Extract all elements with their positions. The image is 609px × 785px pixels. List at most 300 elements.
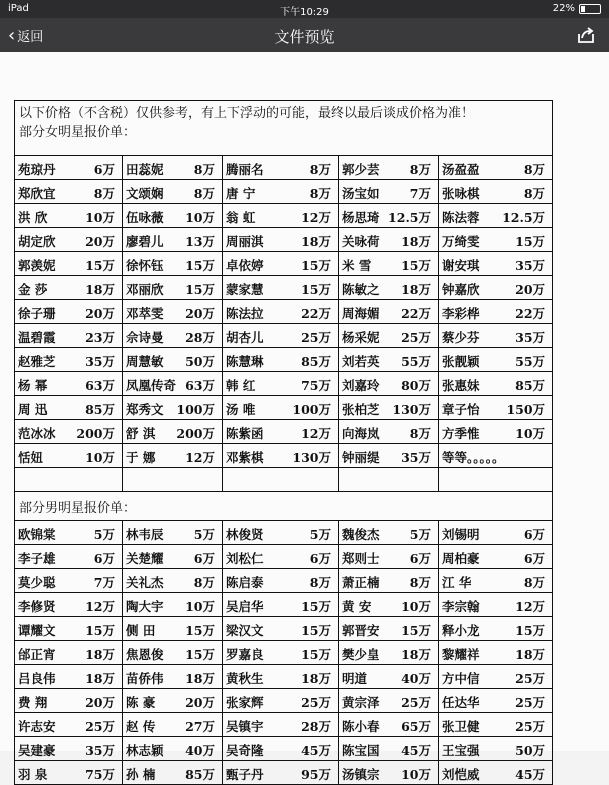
star-price: 12.5万 <box>502 210 546 225</box>
price-cell <box>339 156 439 180</box>
star-price: 6万 <box>523 551 546 566</box>
star-price: 63万 <box>185 378 215 393</box>
star-name: 李修贤 <box>18 599 56 614</box>
star-name: 刘松仁 <box>226 551 264 566</box>
price-cell <box>123 617 223 641</box>
price-cell <box>439 444 553 468</box>
star-name: 陈小春 <box>342 719 380 734</box>
star-price: 8万 <box>309 575 331 590</box>
star-price: 5万 <box>93 527 115 542</box>
price-cell <box>439 689 553 713</box>
price-table <box>14 100 553 785</box>
price-cell <box>223 372 339 396</box>
price-cell <box>123 761 223 785</box>
star-price: 75万 <box>301 378 331 393</box>
star-price: 85万 <box>515 378 546 393</box>
star-price: 10万 <box>185 210 215 225</box>
star-name: 文颂娴 <box>126 186 164 201</box>
price-cell <box>15 372 123 396</box>
star-name: 周丽淇 <box>226 234 264 249</box>
star-price: 22万 <box>515 306 546 321</box>
star-price: 15万 <box>85 623 115 638</box>
star-name: 黄宗泽 <box>342 695 380 710</box>
price-cell <box>123 228 223 252</box>
table-row <box>15 396 553 420</box>
star-name: 周柏豪 <box>442 551 480 566</box>
battery-status <box>553 3 601 14</box>
price-cell <box>223 641 339 665</box>
price-cell <box>15 444 123 468</box>
price-cell <box>439 180 553 204</box>
star-price: 10万 <box>85 450 115 465</box>
price-cell <box>15 180 123 204</box>
star-name: 韩 红 <box>226 378 256 393</box>
price-cell <box>15 617 123 641</box>
price-cell <box>223 396 339 420</box>
table-row <box>15 761 553 785</box>
star-name: 江 华 <box>442 575 472 590</box>
price-cell <box>223 665 339 689</box>
star-name: 张咏棋 <box>442 186 480 201</box>
price-cell <box>15 156 123 180</box>
star-name: 萧正楠 <box>342 575 380 590</box>
star-name: 向海岚 <box>342 426 380 441</box>
star-price: 15万 <box>301 599 331 614</box>
star-price: 7万 <box>409 186 431 201</box>
star-name: 黄秋生 <box>226 671 264 686</box>
table-row <box>15 180 553 204</box>
star-price: 15万 <box>185 647 215 662</box>
star-name: 王宝强 <box>442 743 480 758</box>
star-price: 80万 <box>401 378 431 393</box>
blank-cell <box>123 468 223 492</box>
price-cell <box>223 252 339 276</box>
star-name: 张柏芝 <box>342 402 380 417</box>
star-price: 40万 <box>401 671 431 686</box>
price-cell <box>223 569 339 593</box>
price-cell <box>439 420 553 444</box>
star-name: 陈法拉 <box>226 306 264 321</box>
price-cell <box>123 180 223 204</box>
chevron-left-icon: ‹ <box>8 24 16 46</box>
star-name: 李宗翰 <box>442 599 480 614</box>
star-price: 200万 <box>176 426 215 441</box>
blank-cell <box>15 468 123 492</box>
star-price: 55万 <box>401 354 431 369</box>
star-name: 刘若英 <box>342 354 380 369</box>
price-cell <box>15 689 123 713</box>
table-row <box>15 276 553 300</box>
star-name: 梁汉文 <box>226 623 264 638</box>
star-name: 陈宝国 <box>342 743 380 758</box>
price-cell <box>439 521 553 545</box>
price-cell <box>223 276 339 300</box>
star-name: 邓丽欣 <box>126 282 164 297</box>
star-price: 8万 <box>523 575 546 590</box>
price-cell <box>439 737 553 761</box>
star-name: 刘嘉玲 <box>342 378 380 393</box>
price-cell <box>439 761 553 785</box>
star-name: 明道 <box>342 671 368 686</box>
price-cell <box>15 276 123 300</box>
table-row <box>15 593 553 617</box>
star-price: 8万 <box>523 162 546 177</box>
star-price: 8万 <box>193 575 215 590</box>
star-name: 胡定欣 <box>18 234 56 249</box>
star-price: 85万 <box>85 402 115 417</box>
star-price: 65万 <box>401 719 431 734</box>
star-price: 15万 <box>401 623 431 638</box>
price-cell <box>339 180 439 204</box>
price-cell <box>339 521 439 545</box>
star-price: 25万 <box>301 695 331 710</box>
star-price: 100万 <box>292 402 331 417</box>
star-name: 张靓颖 <box>442 354 480 369</box>
star-price: 8万 <box>523 186 546 201</box>
star-name: 陶大宇 <box>126 599 164 614</box>
star-name: 伍咏薇 <box>126 210 164 225</box>
price-cell <box>339 204 439 228</box>
star-price: 6万 <box>309 551 331 566</box>
blank-cell <box>439 468 553 492</box>
price-cell <box>123 689 223 713</box>
star-name: 郑则士 <box>342 551 380 566</box>
price-cell <box>15 204 123 228</box>
share-icon[interactable] <box>577 26 595 44</box>
table-row <box>15 348 553 372</box>
star-price: 20万 <box>85 695 115 710</box>
price-cell <box>339 348 439 372</box>
star-name: 刘锡明 <box>442 527 480 542</box>
price-cell <box>223 545 339 569</box>
star-price: 10万 <box>401 767 431 782</box>
price-cell <box>339 641 439 665</box>
star-price: 6万 <box>93 551 115 566</box>
star-price: 8万 <box>309 162 331 177</box>
star-name: 佘诗曼 <box>126 330 164 345</box>
star-name: 恬妞 <box>18 450 44 465</box>
star-name: 吴镇宇 <box>226 719 264 734</box>
star-name: 腾丽名 <box>226 162 264 177</box>
star-name: 陈启泰 <box>226 575 264 590</box>
star-price: 5万 <box>409 527 431 542</box>
price-cell <box>123 204 223 228</box>
price-cell <box>123 444 223 468</box>
star-name: 吴启华 <box>226 599 264 614</box>
star-price: 200万 <box>76 426 115 441</box>
star-price: 18万 <box>185 671 215 686</box>
star-price: 6万 <box>193 551 215 566</box>
star-price: 63万 <box>85 378 115 393</box>
price-cell <box>439 228 553 252</box>
price-cell <box>15 641 123 665</box>
star-price: 18万 <box>85 282 115 297</box>
table-row <box>15 372 553 396</box>
price-cell <box>123 521 223 545</box>
star-name: 周慧敏 <box>126 354 164 369</box>
star-name: 林俊贤 <box>226 527 264 542</box>
table-row <box>15 737 553 761</box>
price-cell <box>123 396 223 420</box>
star-price: 45万 <box>515 767 546 782</box>
price-cell <box>439 545 553 569</box>
star-name: 黎耀祥 <box>442 647 480 662</box>
star-name: 李彩桦 <box>442 306 480 321</box>
star-name: 米 雪 <box>342 258 372 273</box>
device-label: iPad <box>8 3 29 14</box>
star-name: 焦恩俊 <box>126 647 164 662</box>
price-cell <box>15 713 123 737</box>
star-price: 18万 <box>401 234 431 249</box>
price-cell <box>439 396 553 420</box>
star-name: 谭耀文 <box>18 623 56 638</box>
star-price: 25万 <box>85 719 115 734</box>
star-price: 15万 <box>85 258 115 273</box>
price-cell <box>223 737 339 761</box>
star-name: 陈敏之 <box>342 282 380 297</box>
price-cell <box>223 521 339 545</box>
star-price: 35万 <box>515 258 546 273</box>
star-price: 15万 <box>401 258 431 273</box>
page-title: 文件预览 <box>274 28 335 46</box>
price-cell <box>339 324 439 348</box>
star-price: 7万 <box>93 575 115 590</box>
table-row <box>15 617 553 641</box>
female-section-title: 部分女明星报价单： <box>19 125 137 140</box>
star-price: 27万 <box>185 719 215 734</box>
star-price: 12万 <box>185 450 215 465</box>
star-price: 15万 <box>301 647 331 662</box>
price-cell <box>439 372 553 396</box>
price-cell <box>223 593 339 617</box>
star-price: 13万 <box>185 234 215 249</box>
price-cell <box>123 324 223 348</box>
table-row <box>15 300 553 324</box>
price-cell <box>339 396 439 420</box>
star-name: 莫少聪 <box>18 575 56 590</box>
star-name: 邓萃雯 <box>126 306 164 321</box>
star-price: 8万 <box>409 162 431 177</box>
star-price: 5万 <box>193 527 215 542</box>
star-name: 罗嘉良 <box>226 647 264 662</box>
battery-icon <box>579 4 601 14</box>
price-cell <box>339 444 439 468</box>
star-name: 杨 幂 <box>18 378 48 393</box>
price-cell <box>15 569 123 593</box>
document-preview[interactable] <box>0 52 609 782</box>
star-name: 于 娜 <box>126 450 156 465</box>
star-name: 关礼杰 <box>126 575 164 590</box>
star-name: 林韦辰 <box>126 527 164 542</box>
star-price: 8万 <box>309 186 331 201</box>
price-cell <box>15 521 123 545</box>
price-cell <box>15 252 123 276</box>
star-name: 翁 虹 <box>226 210 256 225</box>
star-name: 孙 楠 <box>126 767 156 782</box>
star-price: 22万 <box>301 306 331 321</box>
star-name: 释小龙 <box>442 623 480 638</box>
star-price: 10万 <box>85 210 115 225</box>
price-cell <box>223 444 339 468</box>
table-row <box>15 420 553 444</box>
star-name: 等等。。。。。 <box>442 450 505 465</box>
price-cell <box>439 300 553 324</box>
table-row <box>15 156 553 180</box>
star-price: 35万 <box>401 450 431 465</box>
star-name: 吴建豪 <box>18 743 56 758</box>
price-cell <box>15 665 123 689</box>
star-price: 25万 <box>515 671 546 686</box>
star-price: 12万 <box>301 426 331 441</box>
price-cell <box>339 372 439 396</box>
star-price: 150万 <box>506 402 546 417</box>
star-name: 赵 传 <box>126 719 156 734</box>
star-price: 50万 <box>515 743 546 758</box>
price-cell <box>15 420 123 444</box>
price-cell <box>15 761 123 785</box>
section-row <box>15 492 553 521</box>
star-price: 15万 <box>185 282 215 297</box>
star-price: 95万 <box>301 767 331 782</box>
price-cell <box>123 276 223 300</box>
star-name: 谢安琪 <box>442 258 480 273</box>
star-name: 唐 宁 <box>226 186 256 201</box>
star-price: 20万 <box>515 282 546 297</box>
clock: 下午10:29 <box>280 7 329 18</box>
star-name: 陈 豪 <box>126 695 156 710</box>
star-name: 万绮雯 <box>442 234 480 249</box>
star-price: 8万 <box>93 186 115 201</box>
star-price: 12万 <box>85 599 115 614</box>
star-name: 甄子丹 <box>226 767 264 782</box>
nav-bar <box>0 18 609 52</box>
star-name: 舒 淇 <box>126 426 156 441</box>
table-row <box>15 204 553 228</box>
blank-cell <box>339 468 439 492</box>
star-price: 130万 <box>292 450 331 465</box>
price-cell <box>223 300 339 324</box>
price-cell <box>339 300 439 324</box>
price-cell <box>439 252 553 276</box>
star-name: 樊少皇 <box>342 647 380 662</box>
star-price: 18万 <box>85 671 115 686</box>
price-cell <box>339 689 439 713</box>
price-cell <box>223 761 339 785</box>
star-price: 18万 <box>301 671 331 686</box>
table-row <box>15 713 553 737</box>
star-name: 关楚耀 <box>126 551 164 566</box>
price-cell <box>123 665 223 689</box>
star-price: 6万 <box>523 527 546 542</box>
star-price: 10万 <box>401 599 431 614</box>
star-name: 欧锦棠 <box>18 527 56 542</box>
star-name: 邰正宵 <box>18 647 56 662</box>
notice-text: 以下价格（不含税）仅供参考，有上下浮动的可能，最终以最后谈成价格为准！ <box>19 106 475 121</box>
price-cell <box>15 593 123 617</box>
star-name: 廖碧儿 <box>126 234 164 249</box>
star-price: 23万 <box>85 330 115 345</box>
star-price: 15万 <box>515 234 546 249</box>
price-cell <box>123 593 223 617</box>
table-row <box>15 444 553 468</box>
star-name: 钟丽缇 <box>342 450 380 465</box>
price-cell <box>339 737 439 761</box>
price-cell <box>123 372 223 396</box>
price-cell <box>123 300 223 324</box>
price-cell <box>15 396 123 420</box>
price-cell <box>339 276 439 300</box>
star-name: 郑秀文 <box>126 402 164 417</box>
star-price: 6万 <box>409 551 431 566</box>
star-name: 吴奇隆 <box>226 743 264 758</box>
star-name: 郭少芸 <box>342 162 380 177</box>
star-price: 25万 <box>401 695 431 710</box>
star-price: 75万 <box>85 767 115 782</box>
table-row <box>15 324 553 348</box>
star-name: 许志安 <box>18 719 56 734</box>
star-price: 45万 <box>401 743 431 758</box>
star-name: 郭晋安 <box>342 623 380 638</box>
status-bar <box>0 0 609 18</box>
price-cell <box>15 324 123 348</box>
star-name: 郑欣宜 <box>18 186 56 201</box>
star-name: 羽 泉 <box>18 767 48 782</box>
star-price: 6万 <box>93 162 115 177</box>
price-cell <box>15 228 123 252</box>
star-name: 苑琼丹 <box>18 162 56 177</box>
price-cell <box>15 737 123 761</box>
table-row <box>15 689 553 713</box>
star-price: 12.5万 <box>388 210 431 225</box>
star-price: 18万 <box>401 647 431 662</box>
price-cell <box>339 420 439 444</box>
star-name: 费 翔 <box>18 695 48 710</box>
star-price: 20万 <box>185 306 215 321</box>
star-price: 25万 <box>515 719 546 734</box>
star-price: 25万 <box>515 695 546 710</box>
price-cell <box>439 713 553 737</box>
star-price: 15万 <box>301 282 331 297</box>
star-name: 赵雅芝 <box>18 354 56 369</box>
star-price: 25万 <box>301 330 331 345</box>
star-price: 5万 <box>309 527 331 542</box>
star-price: 35万 <box>85 354 115 369</box>
table-row <box>15 252 553 276</box>
star-price: 45万 <box>301 743 331 758</box>
star-name: 胡杏儿 <box>226 330 264 345</box>
price-cell <box>223 228 339 252</box>
price-cell <box>223 180 339 204</box>
star-name: 杨思琦 <box>342 210 380 225</box>
price-cell <box>439 665 553 689</box>
price-cell <box>123 252 223 276</box>
star-name: 钟嘉欣 <box>442 282 480 297</box>
star-price: 8万 <box>409 426 431 441</box>
star-price: 8万 <box>193 186 215 201</box>
price-cell <box>339 665 439 689</box>
star-name: 张卫健 <box>442 719 480 734</box>
star-price: 28万 <box>301 719 331 734</box>
star-price: 18万 <box>301 234 331 249</box>
star-price: 130万 <box>392 402 431 417</box>
star-price: 15万 <box>185 258 215 273</box>
price-cell <box>339 593 439 617</box>
price-cell <box>439 324 553 348</box>
star-price: 50万 <box>185 354 215 369</box>
price-cell <box>123 737 223 761</box>
star-name: 侧 田 <box>126 623 156 638</box>
star-name: 方季惟 <box>442 426 480 441</box>
